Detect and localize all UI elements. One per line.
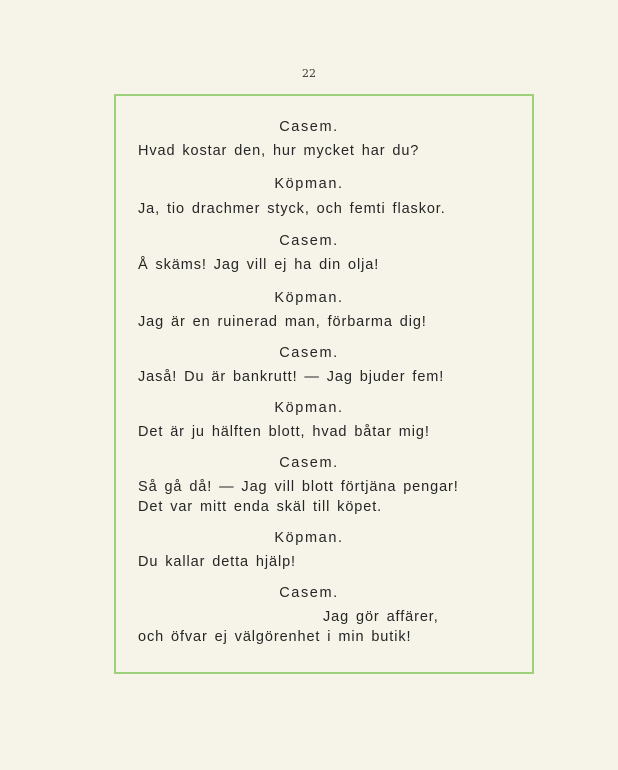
dialogue-line: Jaså! Du är bankrutt! — Jag bjuder fem!	[138, 369, 445, 385]
speaker-name: Casem.	[279, 455, 339, 471]
page-number: 22	[302, 67, 316, 80]
dialogue-line: Jag är en ruinerad man, förbarma dig!	[138, 314, 427, 330]
speaker-name: Casem.	[279, 585, 339, 601]
dialogue-line: Jag gör affärer,	[323, 609, 439, 625]
speaker-name: Köpman.	[274, 290, 344, 306]
speaker-name: Casem.	[279, 345, 339, 361]
dialogue-line: Hvad kostar den, hur mycket har du?	[138, 143, 420, 159]
dialogue-line: Ja, tio drachmer styck, och femti flaskor.	[138, 201, 446, 217]
dialogue-line: Så gå då! — Jag vill blott förtjäna pengar!	[138, 479, 459, 495]
speaker-name: Köpman.	[274, 176, 344, 192]
dialogue-line: Du kallar detta hjälp!	[138, 554, 296, 570]
speaker-name: Köpman.	[274, 530, 344, 546]
dialogue-line: och öfvar ej välgörenhet i min butik!	[138, 629, 412, 645]
speaker-name: Casem.	[279, 119, 339, 135]
dialogue-line: Det var mitt enda skäl till köpet.	[138, 499, 383, 515]
dialogue-line: Å skäms! Jag vill ej ha din olja!	[138, 257, 380, 273]
dialogue-line: Det är ju hälften blott, hvad båtar mig!	[138, 424, 430, 440]
speaker-name: Casem.	[279, 233, 339, 249]
speaker-name: Köpman.	[274, 400, 344, 416]
